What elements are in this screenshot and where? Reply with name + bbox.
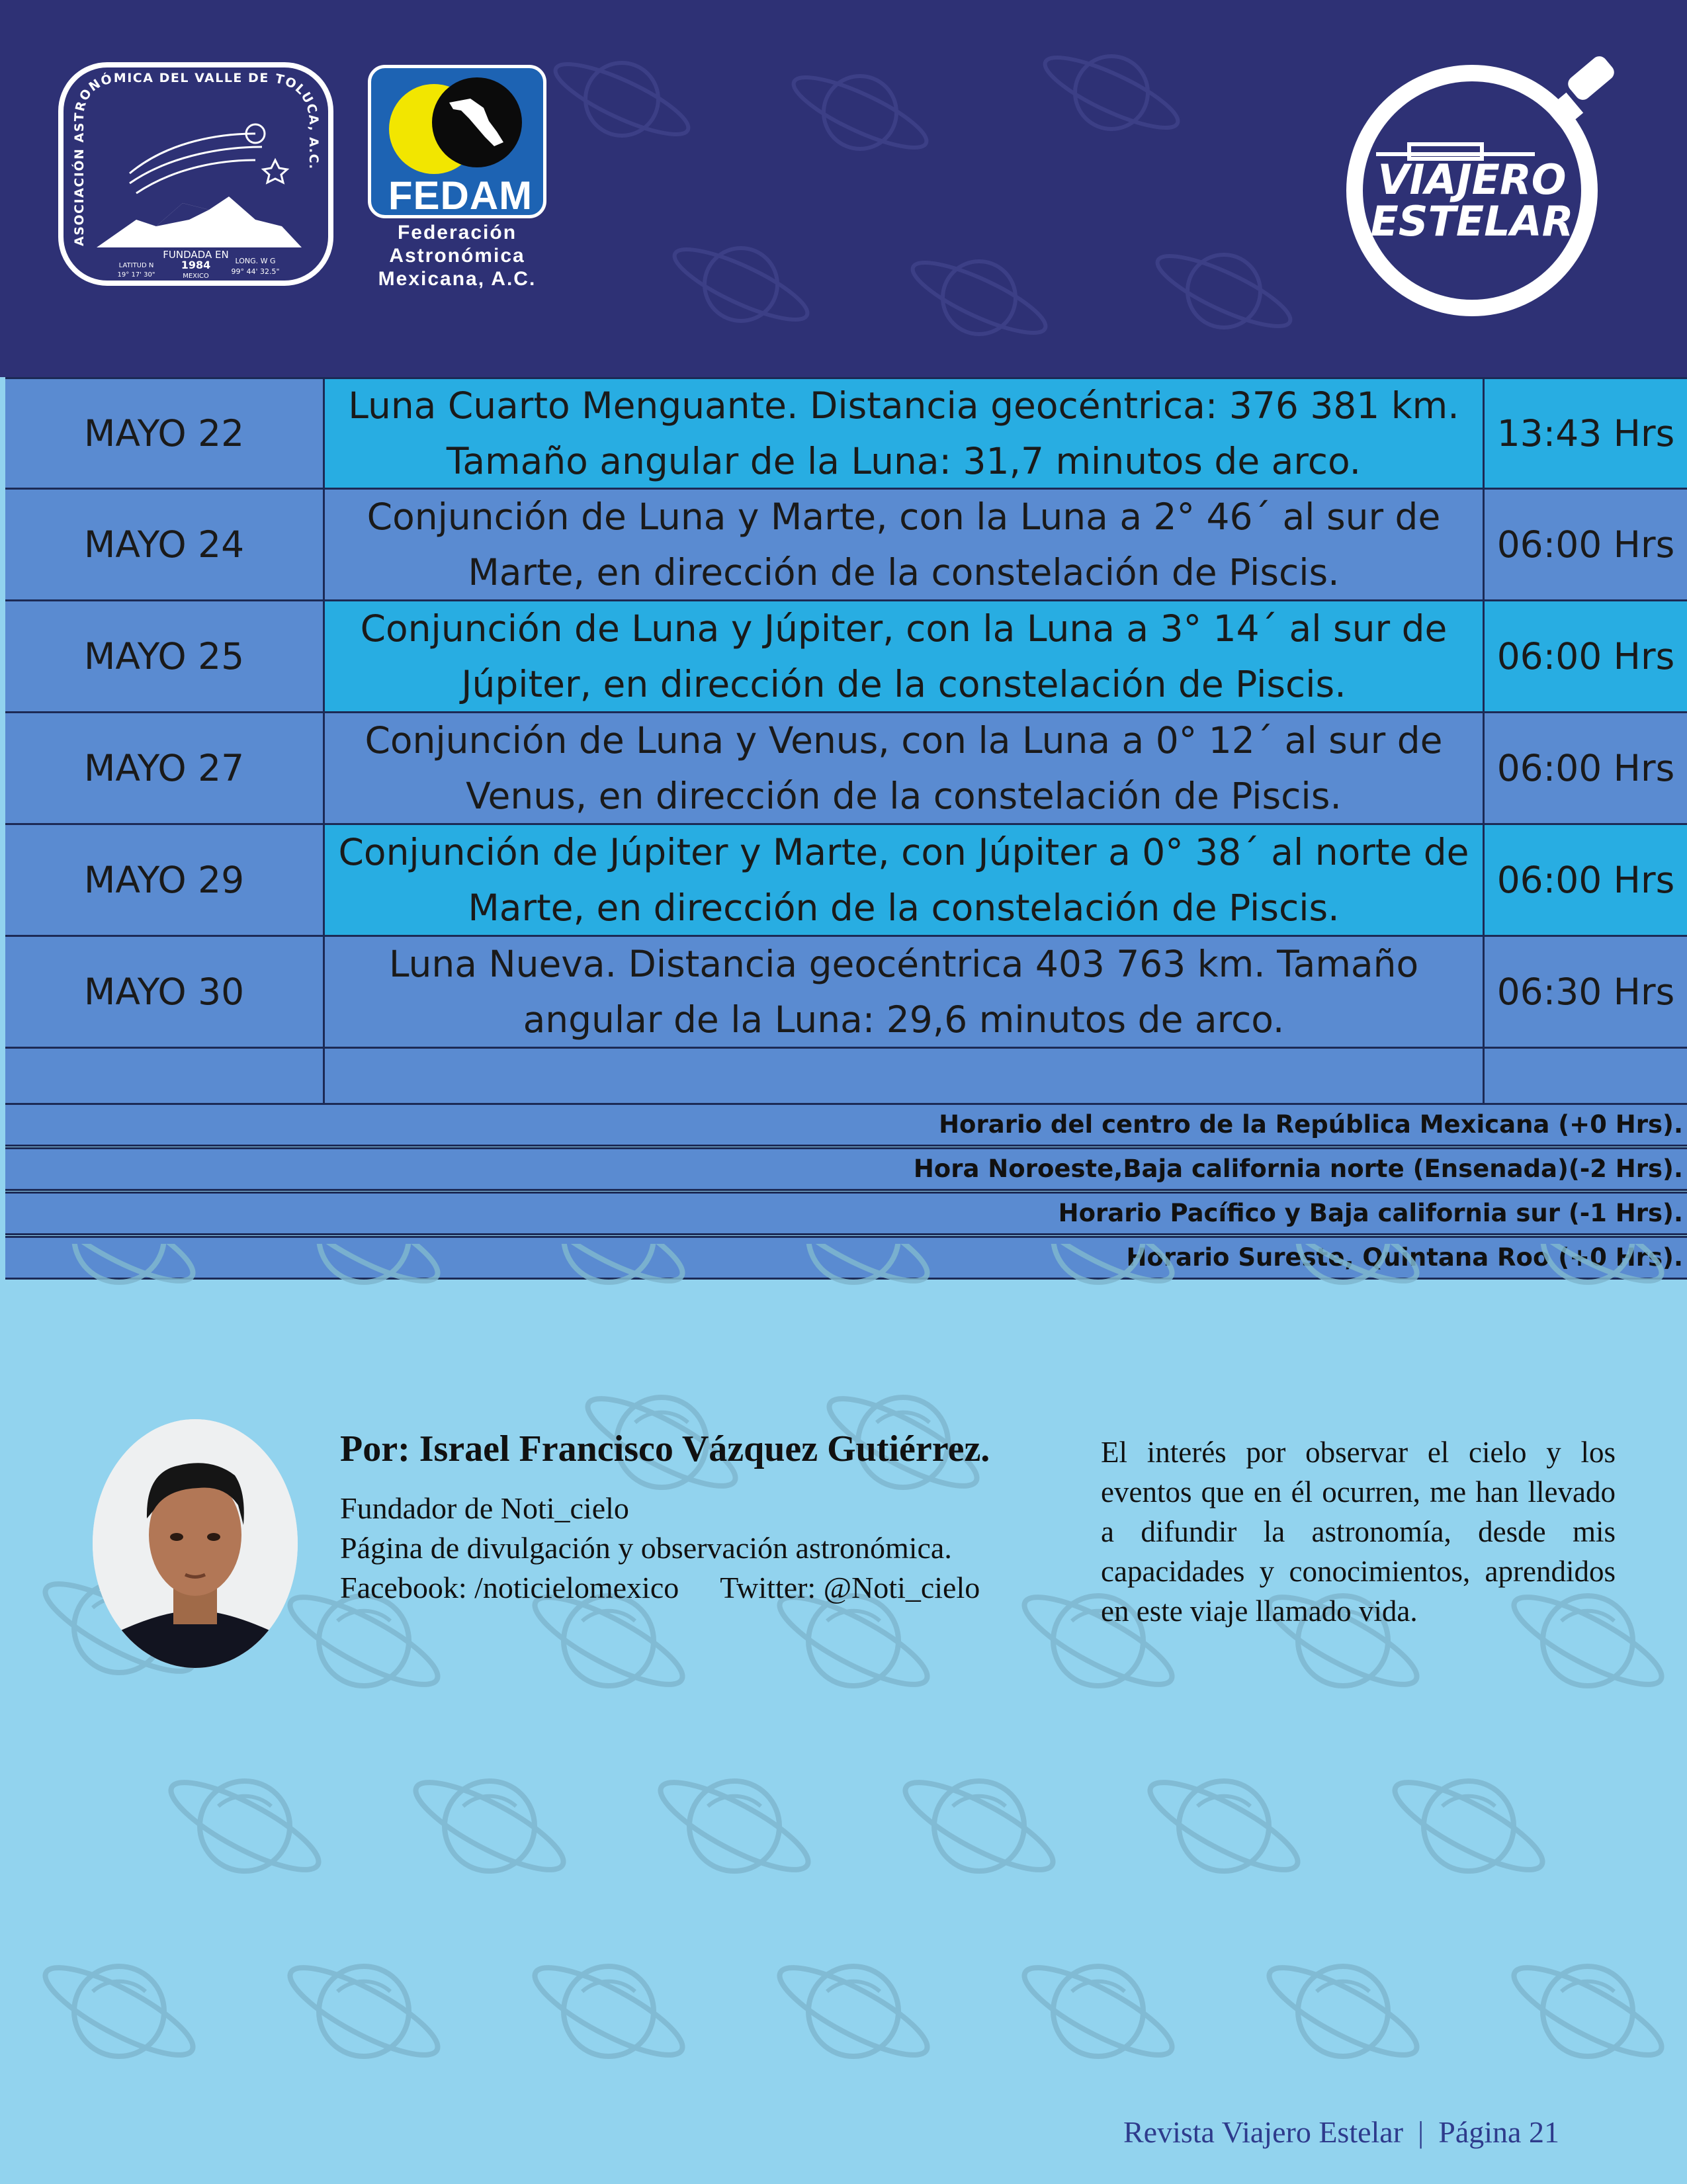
avt-country: MEXICO xyxy=(183,273,209,280)
fedam-name: FEDAM xyxy=(388,173,533,218)
avt-lat-label: LATITUD N xyxy=(118,262,154,269)
event-date: MAYO 27 xyxy=(83,747,245,789)
table-row xyxy=(5,711,1687,825)
event-date: MAYO 29 xyxy=(83,859,245,901)
event-date: MAYO 24 xyxy=(83,523,245,566)
table-row xyxy=(5,935,1687,1049)
event-description: Luna Nueva. Distancia geocéntrica 403 763 km. Tamaño angular de la Luna: 29,6 minutos de arco. xyxy=(323,937,1485,1047)
author-name: Por: Israel Francisco Vázquez Gutiérrez. xyxy=(340,1428,990,1469)
author-description: Página de divulgación y observación astronómica. xyxy=(340,1531,952,1565)
event-time: 13:43 Hrs xyxy=(1485,379,1687,488)
avt-ring-text: ASOCIACIÓN ASTRONÓMICA DEL VALLE DE TOLUCA, A.C. xyxy=(71,71,322,246)
fedam-subtitle-1: Federación xyxy=(397,222,517,243)
event-description xyxy=(323,1049,1485,1103)
avt-lat-value: 19° 17' 30" xyxy=(117,271,155,279)
timezone-note: Horario Sureste, Quintana Roo (+0 Hrs). xyxy=(5,1236,1687,1280)
event-description: Conjunción de Luna y Venus, con la Luna a 0° 12´ al sur de Venus, en dirección de la constelación de Piscis. xyxy=(323,713,1485,823)
timezone-note: Horario Pacífico y Baja california sur (-1 Hrs). xyxy=(5,1192,1687,1235)
table-row-empty xyxy=(5,1047,1687,1105)
timezone-note: Hora Noroeste,Baja california norte (Ensenada)(-2 Hrs). xyxy=(5,1147,1687,1191)
author-portrait-icon xyxy=(93,1419,298,1668)
author-twitter-link[interactable]: Twitter: @Noti_cielo xyxy=(720,1571,980,1604)
event-date xyxy=(5,1049,323,1103)
event-time: 06:00 Hrs xyxy=(1496,523,1675,566)
event-date: MAYO 30 xyxy=(83,971,245,1013)
event-time xyxy=(1485,1049,1687,1103)
author-role: Fundador de Noti_cielo xyxy=(340,1491,629,1525)
table-row xyxy=(5,823,1687,937)
header-banner xyxy=(0,0,1687,377)
event-time: 06:30 Hrs xyxy=(1496,971,1675,1013)
event-time: 06:00 Hrs xyxy=(1496,747,1675,789)
fedam-subtitle-3: Mexicana, A.C. xyxy=(378,268,537,290)
table-row xyxy=(5,377,1687,490)
author-facebook-link[interactable]: Facebook: /noticielomexico xyxy=(340,1571,679,1604)
event-time: 06:00 Hrs xyxy=(1485,601,1687,711)
viajero-line2: ESTELAR xyxy=(1370,197,1574,245)
event-description: Conjunción de Luna y Júpiter, con la Luna a 3° 14´ al sur de Júpiter, en dirección de la constelación de Piscis. xyxy=(323,601,1485,711)
event-description: Conjunción de Luna y Marte, con la Luna a 2° 46´ al sur de Marte, en dirección de la constelación de Piscis. xyxy=(323,490,1485,599)
timezone-note: Horario del centro de la República Mexicana (+0 Hrs). xyxy=(5,1103,1687,1147)
avt-founded: FUNDADA EN xyxy=(163,249,229,261)
author-quote: El interés por observar el cielo y los eventos que en él ocurren, me han llevado a difundir la astronomía, desde mis capacidades y conocimientos, aprendidos en este viaje llamado vida. xyxy=(1101,1436,1616,1628)
table-row xyxy=(5,599,1687,713)
event-date: MAYO 25 xyxy=(83,635,245,677)
event-time: 06:00 Hrs xyxy=(1485,825,1687,935)
avt-long-label: LONG. W G xyxy=(235,257,276,265)
planet-watermark-pattern xyxy=(0,1244,1687,2184)
page-footer xyxy=(1123,2115,1559,2150)
event-description: Conjunción de Júpiter y Marte, con Júpiter a 0° 38´ al norte de Marte, en dirección de la constelación de Piscis. xyxy=(323,825,1485,935)
table-row xyxy=(5,488,1687,601)
event-date: MAYO 22 xyxy=(83,412,245,455)
fedam-subtitle-2: Astronómica xyxy=(389,245,525,267)
viajero-estelar-logo xyxy=(1330,38,1627,336)
fedam-logo xyxy=(368,65,546,290)
viajero-line1: VIAJERO xyxy=(1377,155,1567,204)
avt-logo xyxy=(57,61,335,287)
author-info xyxy=(340,1422,1068,1608)
footer-page-number: Página 21 xyxy=(1438,2115,1559,2149)
avt-long-value: 99° 44' 32.5" xyxy=(231,267,280,276)
footer-magazine: Revista Viajero Estelar xyxy=(1123,2115,1404,2149)
avt-year: 1984 xyxy=(181,259,211,271)
fedam-eclipse-icon xyxy=(371,68,543,181)
footer-separator: | xyxy=(1418,2115,1424,2149)
event-description: Luna Cuarto Menguante. Distancia geocéntrica: 376 381 km. Tamaño angular de la Luna: 31,7 minutos de arco. xyxy=(323,379,1485,488)
fedam-badge xyxy=(368,65,546,218)
author-photo xyxy=(93,1419,298,1668)
